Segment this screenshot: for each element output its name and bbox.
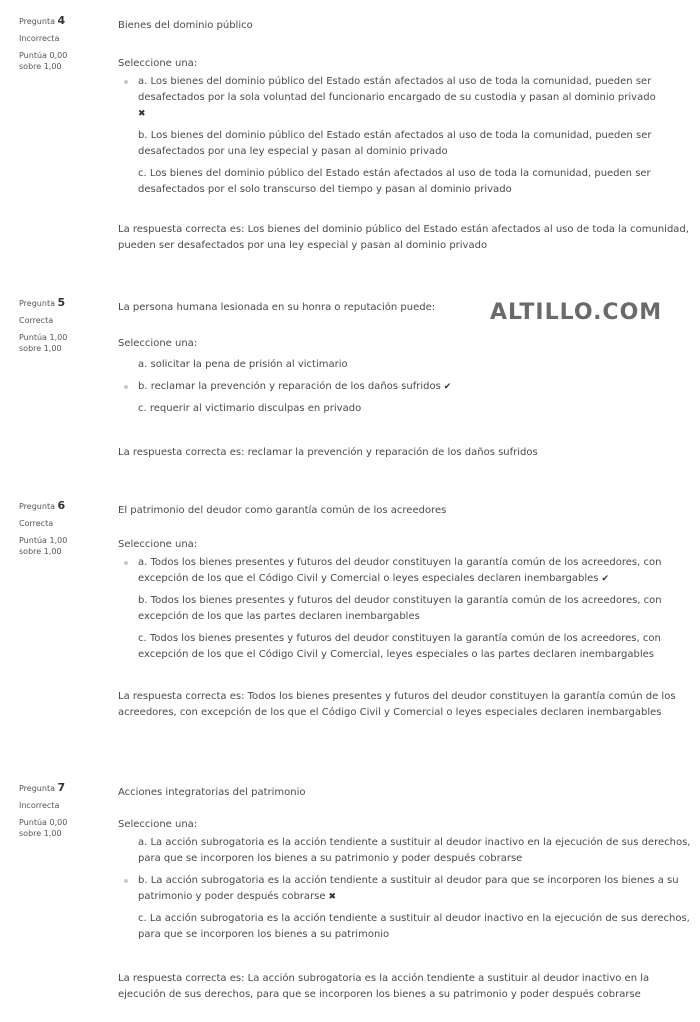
feedback-prefix: La respuesta correcta es:: [118, 447, 248, 458]
question-number: 5: [57, 296, 66, 309]
option-text: b. reclamar la prevención y reparación de los daños sufridos: [138, 381, 441, 392]
answer-option[interactable]: [118, 835, 693, 867]
correct-answer-feedback: [118, 971, 693, 1003]
question-text: Bienes del dominio público: [118, 20, 253, 31]
feedback-prefix: La respuesta correcta es:: [118, 224, 248, 235]
option-text: b. Todos los bienes presentes y futuros del deudor constituyen la garantía común de los acreedores, con excepción de los que las partes declaren inembargables: [138, 595, 662, 622]
question-text: La persona humana lesionada en su honra o reputación puede:: [118, 302, 436, 313]
option-text: a. solicitar la pena de prisión al victimario: [138, 359, 348, 370]
question-state: Correcta: [19, 316, 54, 325]
select-prompt: Seleccione una:: [118, 539, 198, 550]
radio-selected-icon[interactable]: [124, 879, 128, 883]
answer-option[interactable]: [118, 74, 693, 122]
question-number: 6: [57, 499, 66, 512]
question-number: 4: [57, 14, 66, 27]
answer-option[interactable]: [118, 166, 693, 198]
question-grade: Puntúa 0,00: [19, 51, 68, 60]
question-info: [19, 297, 109, 354]
question-state: Incorrecta: [19, 801, 60, 810]
feedback-prefix: La respuesta correcta es:: [118, 691, 248, 702]
question-content: [118, 500, 693, 721]
option-text: a. Todos los bienes presentes y futuros del deudor constituyen la garantía común de los acreedores, con excepción de los que el Código Civil y Comercial o leyes especiales declaren inembargables: [138, 557, 662, 584]
question-number: 7: [57, 781, 66, 794]
check-icon: ✔: [443, 382, 452, 392]
question-label: Pregunta: [19, 17, 55, 26]
feedback-answer: Los bienes del dominio público del Estado están afectados al uso de toda la comunidad, pueden ser desafectados por una ley especial y pasan al dominio privado: [118, 224, 689, 251]
question-grade: Puntúa 0,00: [19, 818, 68, 827]
select-prompt: Seleccione una:: [118, 58, 198, 69]
check-icon: ✔: [601, 574, 610, 584]
answer-option[interactable]: [118, 555, 693, 587]
question-grade-max: sobre 1,00: [19, 344, 62, 353]
option-text: c. requerir al victimario disculpas en privado: [138, 403, 362, 414]
option-text: c. La acción subrogatoria es la acción tendiente a sustituir al deudor inactivo en la ejecución de sus derechos, para que se incorporen los bienes a su patrimonio: [138, 913, 690, 940]
correct-answer-feedback: [118, 445, 693, 461]
question-info: [19, 782, 109, 839]
question-content: [118, 15, 693, 254]
question-label: Pregunta: [19, 784, 55, 793]
cross-icon: ✖: [138, 109, 146, 119]
option-text: b. Los bienes del dominio público del Estado están afectados al uso de toda la comunidad, pueden ser desafectados por una ley especial y pasan al dominio privado: [138, 130, 652, 157]
question-grade: Puntúa 1,00: [19, 536, 68, 545]
answer-option[interactable]: [118, 593, 693, 625]
question-label: Pregunta: [19, 502, 55, 511]
answer-option[interactable]: [118, 379, 693, 395]
correct-answer-feedback: [118, 222, 693, 254]
question-content: [118, 782, 693, 1003]
question-info: [19, 15, 109, 72]
question-label: Pregunta: [19, 299, 55, 308]
select-prompt: Seleccione una:: [118, 819, 198, 830]
question-state: Correcta: [19, 519, 54, 528]
answer-option[interactable]: [118, 911, 693, 943]
answer-option[interactable]: [118, 128, 693, 160]
answer-option[interactable]: [118, 401, 693, 417]
feedback-prefix: La respuesta correcta es:: [118, 973, 248, 984]
cross-icon: ✖: [328, 892, 337, 902]
option-text: c. Los bienes del dominio público del Estado están afectados al uso de toda la comunidad, pueden ser desafectados por el solo transcurso del tiempo y pasan al dominio privado: [138, 168, 651, 195]
question-text: El patrimonio del deudor como garantía común de los acreedores: [118, 505, 447, 516]
answer-option[interactable]: [118, 631, 693, 663]
question-text: Acciones integratorias del patrimonio: [118, 787, 306, 798]
question-state: Incorrecta: [19, 34, 60, 43]
feedback-answer: La acción subrogatoria es la acción tendiente a sustituir al deudor inactivo en la ejecución de sus derechos, para que se incorporen los bienes a su patrimonio y poder después cobrarse: [118, 973, 650, 1000]
feedback-answer: reclamar la prevención y reparación de los daños sufridos: [247, 447, 538, 458]
option-text: b. La acción subrogatoria es la acción tendiente a sustituir al deudor para que se incorporen los bienes a su patrimonio y poder después cobrarse: [138, 875, 679, 902]
correct-answer-feedback: [118, 689, 693, 721]
watermark: ALTILLO.COM: [490, 300, 663, 325]
question-grade-max: sobre 1,00: [19, 829, 62, 838]
radio-selected-icon[interactable]: [124, 80, 128, 84]
option-text: c. Todos los bienes presentes y futuros del deudor constituyen la garantía común de los acreedores, con excepción de los que el Código Civil y Comercial, leyes especiales o las partes declaren inembargables: [138, 633, 661, 660]
radio-selected-icon[interactable]: [124, 385, 128, 389]
radio-selected-icon[interactable]: [124, 561, 128, 565]
question-info: [19, 500, 109, 557]
question-grade-max: sobre 1,00: [19, 62, 62, 71]
answer-option[interactable]: [118, 357, 693, 373]
option-text: a. Los bienes del dominio público del Estado están afectados al uso de toda la comunidad, pueden ser desafectados por la sola voluntad del funcionario encargado de su custodia y pasan al dominio privado: [138, 76, 656, 103]
feedback-answer: Todos los bienes presentes y futuros del deudor constituyen la garantía común de los acreedores, con excepción de los que el Código Civil y Comercial o leyes especiales declaren inembargables: [118, 691, 676, 718]
question-grade-max: sobre 1,00: [19, 547, 62, 556]
select-prompt: Seleccione una:: [118, 338, 198, 349]
option-text: a. La acción subrogatoria es la acción tendiente a sustituir al deudor inactivo en la ejecución de sus derechos, para que se incorporen los bienes a su patrimonio y poder después cobrarse: [138, 837, 691, 864]
question-grade: Puntúa 1,00: [19, 333, 68, 342]
question-content: [118, 297, 693, 461]
answer-option[interactable]: [118, 873, 693, 905]
